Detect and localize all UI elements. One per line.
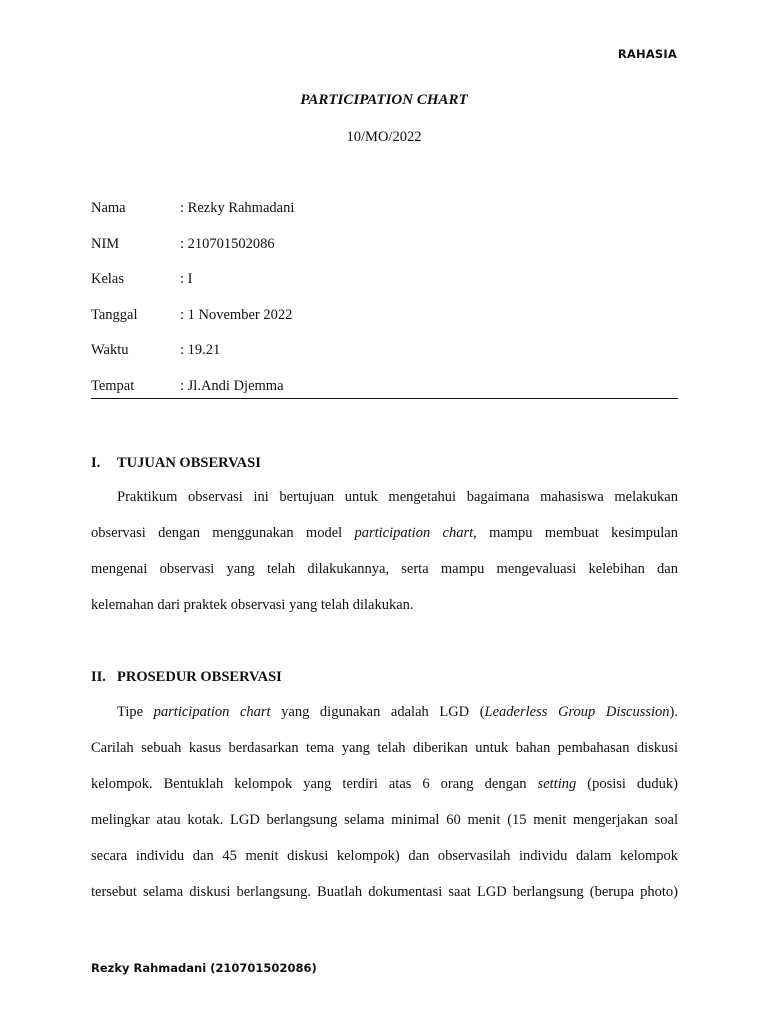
text-line: tersebut selama diskusi berlangsung. Buatlah dokumentasi saat LGD berlangsung (berupa photo) [91, 884, 678, 900]
info-value: : 1 November 2022 [180, 306, 293, 323]
section-heading-prosedur [91, 669, 282, 686]
text-line: Tipe participation chart yang digunakan adalah LGD (Leaderless Group Discussion). [117, 704, 678, 720]
italic-term: participation chart [153, 704, 271, 720]
text-line: mengenai observasi yang telah dilakukannya, serta mampu mengevaluasi kelebihan dan [91, 561, 678, 577]
text-line: kelemahan dari praktek observasi yang telah dilakukan. [91, 597, 414, 613]
info-label: Tempat [91, 377, 135, 394]
info-label: NIM [91, 235, 120, 252]
info-value: : 19.21 [180, 342, 221, 358]
confidential-label: RAHASIA [617, 47, 677, 61]
page-footer: Rezky Rahmadani (210701502086) [91, 961, 317, 975]
section-number: II. [91, 669, 106, 685]
section-heading-tujuan [91, 455, 261, 472]
info-row-tanggal [91, 307, 678, 343]
text-line: observasi dengan menggunakan model participation chart, mampu membuat kesimpulan [91, 525, 678, 541]
section-number: I. [91, 455, 101, 471]
info-label: Tanggal [91, 306, 138, 323]
identity-table [91, 200, 678, 413]
section-title: PROSEDUR OBSERVASI [117, 669, 282, 685]
text-line: Carilah sebuah kasus berdasarkan tema yang telah diberikan untuk bahan pembahasan diskusi [91, 740, 678, 756]
info-value: : Jl.Andi Djemma [180, 377, 284, 394]
text-line: kelompok. Bentuklah kelompok yang terdiri atas 6 orang dengan setting (posisi duduk) [91, 776, 678, 792]
info-label: Waktu [91, 342, 129, 358]
info-value: : Rezky Rahmadani [180, 200, 295, 216]
info-row-nama [91, 200, 678, 236]
info-row-kelas [91, 271, 678, 307]
text-line: secara individu dan 45 menit diskusi kelompok) dan observasilah individu dalam kelompok [91, 848, 678, 864]
info-label: Kelas [91, 271, 125, 287]
info-value: : 210701502086 [180, 235, 275, 252]
info-row-tempat [91, 378, 678, 414]
page-title: PARTICIPATION CHART [300, 92, 468, 108]
horizontal-divider [91, 398, 678, 399]
document-code: 10/MO/2022 [346, 129, 422, 145]
italic-term: participation chart [354, 525, 474, 541]
section-title: TUJUAN OBSERVASI [117, 455, 261, 471]
text-line: Praktikum observasi ini bertujuan untuk mengetahui bagaimana mahasiswa melakukan [117, 489, 678, 505]
info-row-nim [91, 236, 678, 272]
info-value: : I [180, 271, 193, 287]
italic-term: Leaderless Group Discussion [484, 704, 670, 720]
text-line: melingkar atau kotak. LGD berlangsung selama minimal 60 menit (15 menit mengerjakan soal [91, 812, 678, 828]
info-row-waktu [91, 342, 678, 378]
italic-term: setting [537, 776, 577, 792]
info-label: Nama [91, 200, 126, 216]
